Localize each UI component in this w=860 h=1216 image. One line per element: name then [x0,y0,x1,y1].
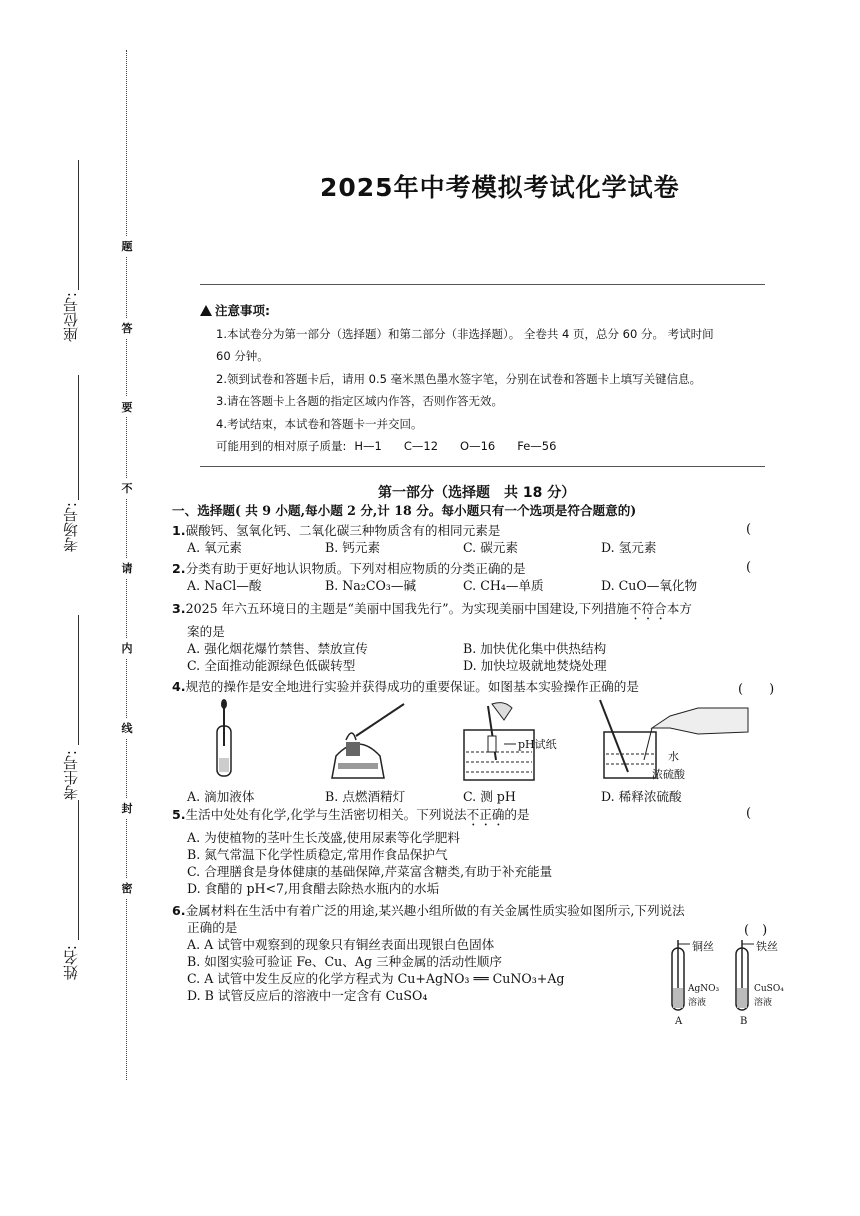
part-title: 第一部分（选择题 共 18 分） [378,485,576,501]
option[interactable]: A. 强化烟花爆竹禁售、禁放宣传 [187,641,368,656]
dropper-figure [195,698,255,784]
option[interactable]: D. 稀释浓硫酸 [601,789,682,804]
question-number: 6. [172,903,186,918]
atomic-mass: C—12 [403,439,439,453]
seal-warning-char: 线 [116,718,138,738]
fig-label: 浓硫酸 [652,768,685,781]
question-number: 2. [172,561,186,576]
option[interactable]: C. 碳元素 [463,540,518,555]
notice-item: 60 分钟。 [216,349,269,363]
option[interactable]: B. 氮气常温下化学性质稳定,常用作食品保护气 [187,847,448,862]
seal-warning-char: 要 [116,397,138,417]
notice-item: 2.领到试卷和答题卡后，请用 0.5 毫米黑色墨水签字笔，分别在试卷和答题卡上填写关键信息。 [216,371,702,386]
question-number: 1. [172,523,186,538]
candidate-number-field[interactable] [78,615,79,745]
option[interactable]: A. 氧元素 [187,540,242,555]
option[interactable]: D. 氢元素 [601,540,657,555]
question-4-options [172,788,799,805]
question-stem: 分类有助于更好地认识物质。下列对相应物质的分类正确的是 [185,561,526,576]
answer-paren: ( [746,806,752,821]
option[interactable]: C. A 试管中发生反应的化学方程式为 Cu+AgNO₃ ══ CuNO₃+Ag [187,971,565,986]
notice-item: 3.请在答题卡上各题的指定区域内作答，否则作答无效。 [216,394,503,408]
notice-heading: 注意事项: [215,303,270,318]
option[interactable]: D. B 试管反应后的溶液中一定含有 CuSO₄ [187,988,428,1003]
fig-label: A [675,1016,683,1027]
option[interactable]: A. 滴加液体 [187,789,255,804]
option[interactable]: C. CH₄—单质 [463,578,544,593]
seal-warning-char: 答 [116,318,138,338]
name-label: 姓名: [62,945,80,981]
alcohol-lamp-figure [326,700,416,786]
question-stem: 碳酸钙、氢氧化钙、二氧化碳三种物质含有的相同元素是 [185,523,501,538]
name-field[interactable] [78,800,79,940]
option[interactable]: B. 加快优化集中供热结构 [463,641,607,656]
question-4 [172,678,784,695]
question-stem-tail: 的是 [504,807,530,822]
question-3 [172,600,784,674]
question-number: 5. [172,807,186,822]
emphasis-text: 不正确 [466,807,505,822]
section-heading: 一、选择题( 共 9 小题,每小题 2 分,计 18 分。每小题只有一个选项是符合题意的) [172,503,637,518]
fig-label: pH试纸 [518,738,557,751]
notice-item: 1.本试卷分为第一部分（选择题）和第二部分（非选择题）。 全卷共 4 页，总分 60 分。 考试时间 [216,326,714,341]
option[interactable]: A. NaCl—酸 [187,578,262,593]
answer-paren: ( [746,522,752,537]
notice-item: 4.考试结束，本试卷和答题卡一并交回。 [216,416,423,431]
seal-warning-char: 不 [116,478,138,498]
page-title: 2025年中考模拟考试化学试卷 [320,173,680,202]
fig-label: 铁丝 [756,940,778,953]
question-stem-tail: 本方 [666,601,692,616]
question-5 [172,806,784,897]
question-2 [172,560,784,594]
candidate-number-label: 考生号: [62,750,80,801]
question-1 [172,522,784,556]
fig-label: B [740,1016,748,1027]
emphasis-text: 不符合 [628,601,667,616]
seal-warning-char: 题 [116,236,138,256]
answer-paren: ( [746,560,752,575]
question-stem: 规范的操作是安全地进行实验并获得成功的重要保证。如图基本实验操作正确的是 [185,679,639,694]
seat-number-label: 座位号: [62,292,80,343]
seat-number-field[interactable] [78,160,79,290]
option[interactable]: A. A 试管中观察到的现象只有铜丝表面出现银白色固体 [187,937,495,952]
option[interactable]: B. 如图实验可验证 Fe、Cu、Ag 三种金属的活动性顺序 [187,954,502,969]
seal-warning-char: 封 [116,798,138,818]
seal-warning-char: 密 [116,878,138,898]
option[interactable]: D. CuO—氧化物 [601,578,698,593]
option[interactable]: B. Na₂CO₃—碱 [325,578,417,593]
option[interactable]: C. 合理膳食是身体健康的基础保障,芹菜富含糖类,有助于补充能量 [187,864,553,879]
option[interactable]: C. 测 pH [463,789,516,804]
exam-room-field[interactable] [78,375,79,500]
option[interactable]: D. 加快垃圾就地焚烧处理 [463,658,607,673]
exam-room-label: 考场号: [62,502,80,553]
atomic-mass: H—1 [354,439,382,453]
question-stem: 金属材料在生活中有着广泛的用途,某兴趣小组所做的有关金属性质实验如图所示,下列说法 [185,903,685,918]
fig-label: AgNO₃ [688,984,720,994]
atomic-mass: Fe—56 [517,439,557,453]
question-stem-continued: 案的是 [187,624,225,639]
question-number: 3. [172,601,186,616]
seal-warning-char: 请 [116,558,138,578]
divider [200,466,765,467]
option[interactable]: B. 点燃酒精灯 [325,789,406,804]
option[interactable]: D. 食醋的 pH<7,用食醋去除热水瓶内的水垢 [187,881,440,896]
option[interactable]: A. 为使植物的茎叶生长茂盛,使用尿素等化学肥料 [187,830,460,845]
fig-label: 溶液 [754,998,773,1008]
divider [200,284,765,285]
option[interactable]: B. 钙元素 [325,540,381,555]
question-number: 4. [172,679,186,694]
fig-label: 铜丝 [692,940,714,953]
notice-box [200,300,770,458]
atomic-mass-label: 可能用到的相对原子质量: [216,439,347,453]
answer-paren: ( ) [738,682,775,697]
question-stem: 2025 年六五环境日的主题是“美丽中国我先行”。为实现美丽中国建设,下列措施 [185,601,629,616]
atomic-mass: O—16 [460,439,496,453]
fig-label: CuSO₄ [754,984,784,994]
atomic-masses [200,435,770,458]
question-stem-continued: 正确的是 [187,920,238,935]
seal-warning-char: 内 [116,638,138,658]
warning-icon [200,305,212,316]
fig-label: 溶液 [688,998,707,1008]
fig-label: 水 [668,750,679,763]
question-stem: 生活中处处有化学,化学与生活密切相关。下列说法 [185,807,467,822]
answer-paren: ( ) [744,923,768,938]
option[interactable]: C. 全面推动能源绿色低碳转型 [187,658,356,673]
